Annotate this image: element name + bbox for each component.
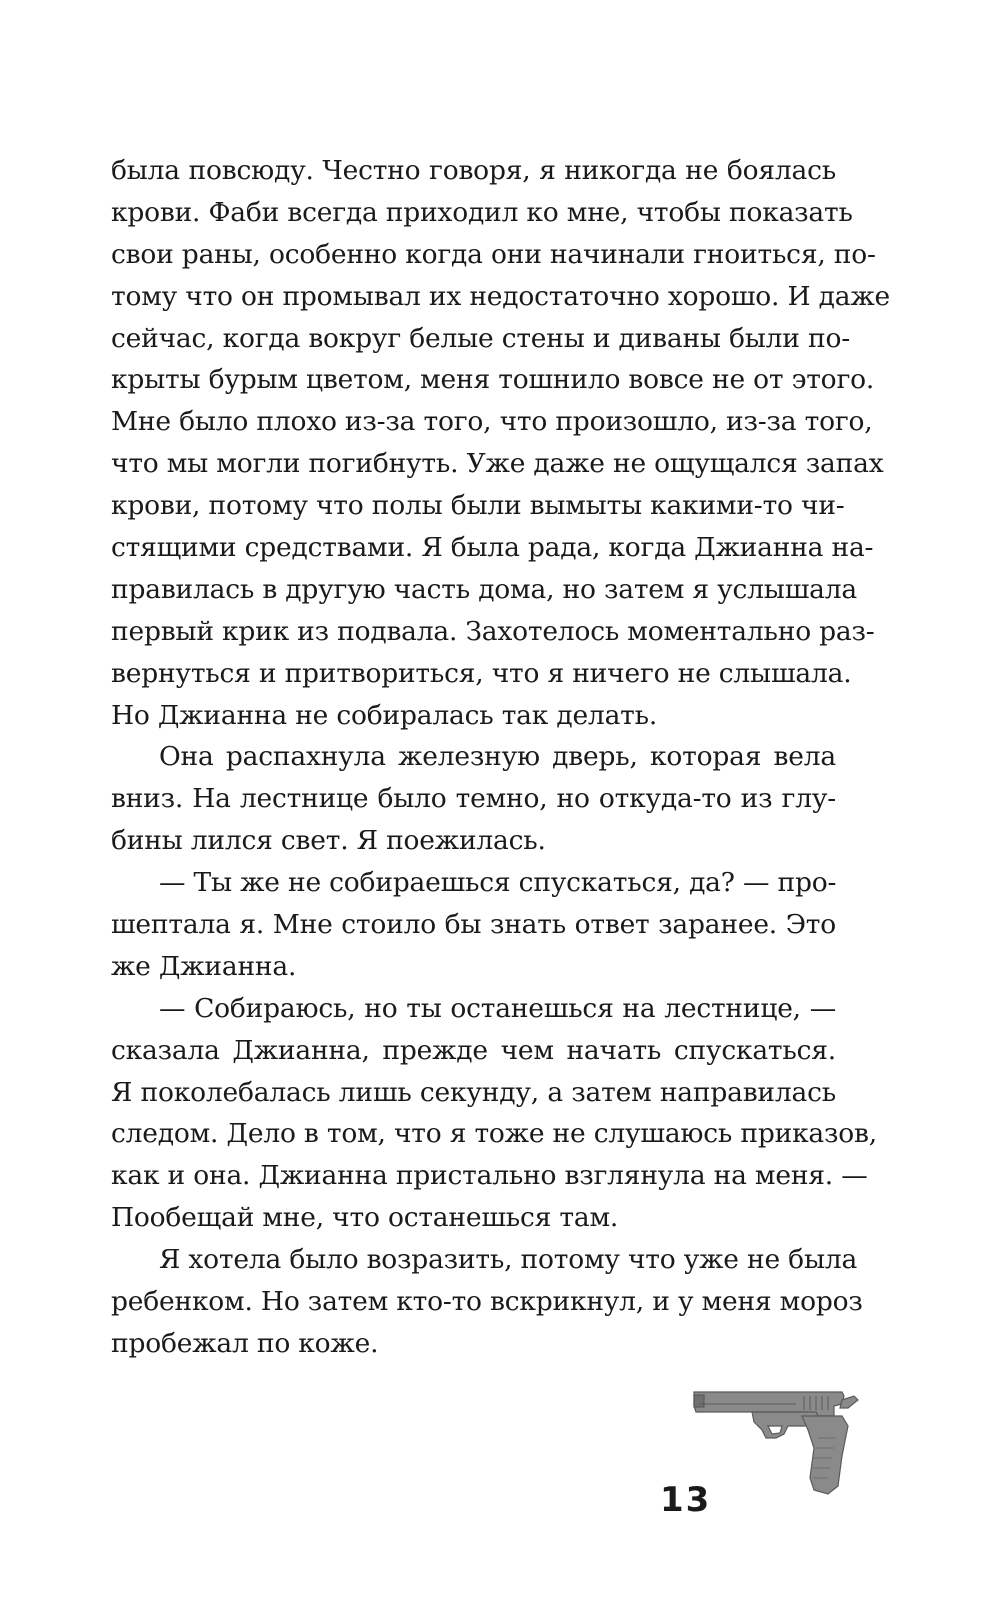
body-text [111,150,890,1365]
text-line: Пообещай мне, что останешься там. [111,1202,619,1234]
text-line: стящими средствами. Я была рада, когда Джианна на- [111,532,874,564]
text-line: что мы могли погибнуть. Уже даже не ощущался запах [111,448,884,480]
text-line: свои раны, особенно когда они начинали гноиться, по- [111,238,876,270]
text-line: Она распахнула железную дверь, которая вела [159,741,836,773]
text-line: тому что он промывал их недостаточно хорошо. И даже [111,280,890,312]
text-line: ребенком. Но затем кто-то вскрикнул, и у меня мороз [111,1286,863,1318]
text-line: Я поколебалась лишь секунду, а затем направилась [111,1076,836,1108]
text-line: правилась в другую часть дома, но затем я услышала [111,573,857,605]
text-line: вниз. На лестнице было темно, но откуда-то из глу- [111,783,836,815]
page-number: 13 [660,1480,712,1520]
text-line: крыты бурым цветом, меня тошнило вовсе не от этого. [111,364,875,396]
text-line: крови. Фаби всегда приходил ко мне, чтобы показать [111,196,853,228]
text-line: вернуться и притвориться, что я ничего не слышала. [111,657,852,689]
text-line: сказала Джианна, прежде чем начать спускаться. [111,1034,836,1066]
text-line: Мне было плохо из-за того, что произошло, из-за того, [111,406,873,438]
text-line: крови, потому что полы были вымыты какими-то чи- [111,490,845,522]
text-line: — Ты же не собираешься спускаться, да? — про- [159,867,837,899]
text-line: следом. Дело в том, что я тоже не слушаюсь приказов, [111,1118,877,1150]
text-line: пробежал по коже. [111,1327,379,1359]
text-line: же Джианна. [111,950,297,982]
text-line: шептала я. Мне стоило бы знать ответ заранее. Это [111,909,836,941]
text-line: бины лился свет. Я поежилась. [111,825,546,857]
text-line: как и она. Джианна пристально взглянула на меня. — [111,1160,868,1192]
text-line: Но Джианна не собиралась так делать. [111,699,658,731]
text-line: — Собираюсь, но ты останешься на лестнице, — [159,992,836,1024]
text-line: первый крик из подвала. Захотелось моментально раз- [111,615,875,647]
text-line: Я хотела было возразить, потому что уже не была [159,1244,858,1276]
text-line: сейчас, когда вокруг белые стены и диваны были по- [111,322,850,354]
text-line: была повсюду. Честно говоря, я никогда не боялась [111,155,836,186]
